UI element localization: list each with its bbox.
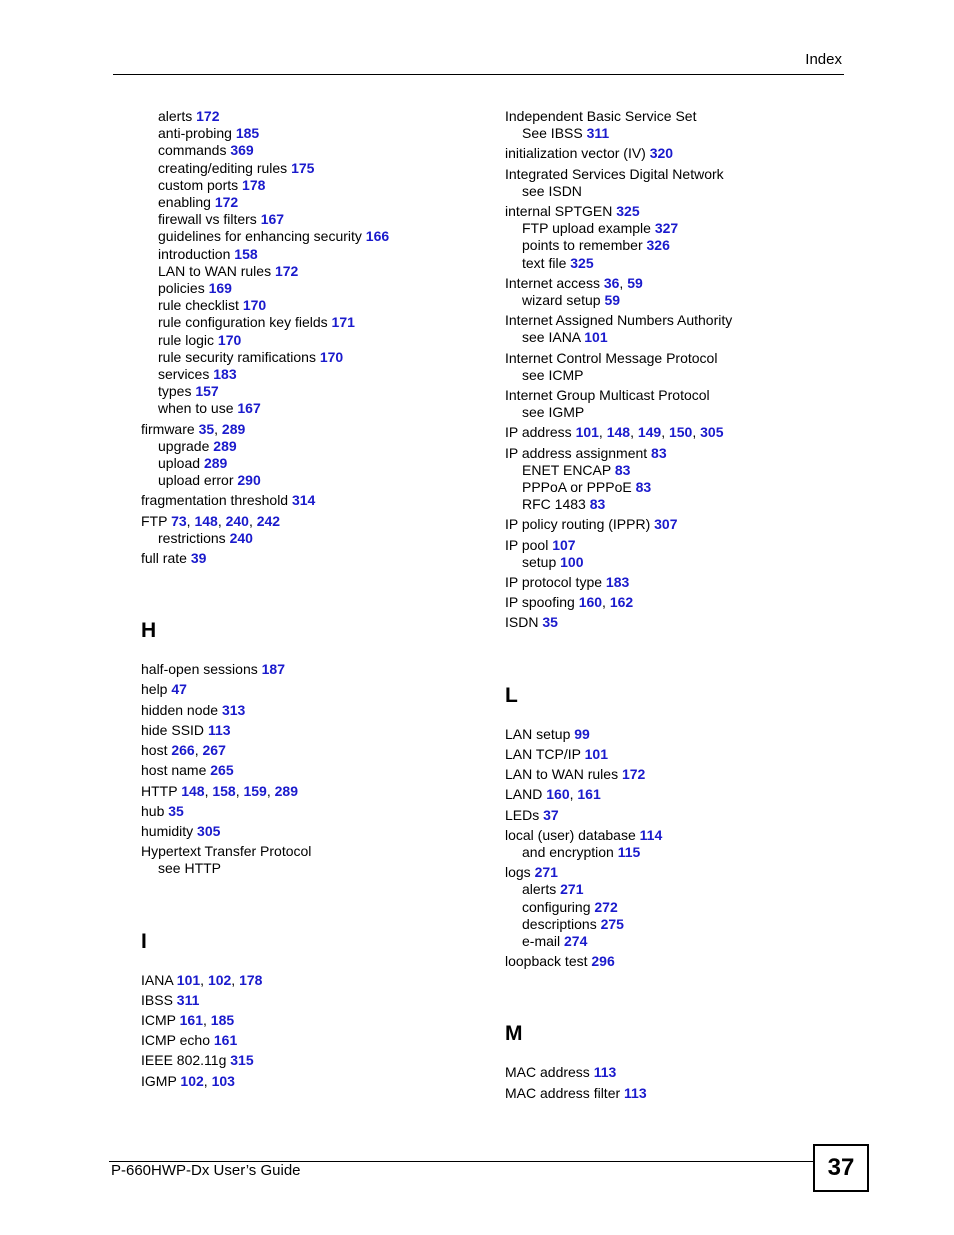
- index-term: introduction: [158, 245, 231, 262]
- index-term: firewall vs filters: [158, 211, 257, 228]
- index-entry: [141, 843, 471, 860]
- index-subentry: [505, 292, 845, 309]
- page-reference-link[interactable]: 305: [197, 822, 221, 839]
- index-term: ICMP echo: [141, 1032, 210, 1049]
- index-term: upload: [158, 455, 201, 472]
- page-reference-link[interactable]: 102: [207, 971, 232, 988]
- index-entry: [141, 702, 471, 719]
- index-subentry: [505, 462, 845, 479]
- index-term: Independent Basic Service Set: [505, 108, 697, 124]
- index-term: LAND: [505, 786, 543, 803]
- index-term: fragmentation threshold: [141, 492, 289, 509]
- index-entry: [141, 492, 471, 509]
- page-reference-link[interactable]: 169: [208, 280, 232, 297]
- page-reference-link[interactable]: 160: [578, 594, 603, 611]
- index-term: host: [141, 742, 168, 759]
- index-term: Hypertext Transfer Protocol: [141, 843, 312, 860]
- index-term: LEDs: [505, 806, 540, 823]
- index-term: alerts: [158, 108, 193, 124]
- index-term: HTTP: [141, 782, 178, 799]
- index-entry: IGMP 102, 103: [141, 1072, 235, 1089]
- index-term: commands: [158, 142, 227, 159]
- index-entry: [505, 516, 845, 533]
- page-reference-link[interactable]: 313: [221, 701, 246, 718]
- page-reference-link[interactable]: 47: [171, 681, 187, 698]
- index-term: logs: [505, 864, 531, 881]
- index-term: text file: [522, 254, 567, 271]
- page-reference-link[interactable]: 187: [261, 661, 285, 678]
- index-column-left: [141, 108, 471, 1090]
- index-entry: [505, 827, 845, 844]
- index-term: guidelines for enhancing security: [158, 228, 362, 245]
- page-reference-link[interactable]: 102: [180, 1072, 204, 1089]
- index-term: e-mail: [522, 932, 561, 949]
- index-term: half-open sessions: [141, 661, 258, 678]
- page-reference-link[interactable]: 183: [605, 574, 630, 591]
- index-term: internal SPTGEN: [505, 203, 613, 220]
- page-reference-link[interactable]: 266: [171, 742, 195, 759]
- index-entry: host 266, 267: [141, 742, 226, 759]
- index-entry: HTTP 148, 158, 159, 289: [141, 782, 298, 799]
- index-subentry: [141, 228, 471, 245]
- index-term: FTP upload example: [522, 220, 651, 237]
- index-term: ISDN: [505, 614, 539, 631]
- index-subentry: [505, 237, 845, 254]
- index-entry: IP spoofing 160, 162: [505, 594, 634, 611]
- page-reference-link[interactable]: 271: [534, 864, 558, 881]
- index-entry: IP address 101, 148, 149, 150, 305: [505, 424, 724, 441]
- index-subentry: [141, 860, 471, 877]
- index-term: IP address: [505, 424, 572, 441]
- page-reference-link[interactable]: 83: [651, 444, 667, 461]
- running-header: Index: [805, 51, 842, 68]
- page-reference-link[interactable]: 305: [700, 424, 724, 441]
- index-entry: [141, 823, 471, 840]
- index-term: initialization vector (IV): [505, 145, 646, 162]
- page-reference-link[interactable]: 113: [593, 1064, 617, 1081]
- index-term: descriptions: [522, 915, 597, 932]
- index-column-right: [505, 108, 845, 1102]
- index-entry: [141, 992, 471, 1009]
- index-term: upgrade: [158, 437, 210, 454]
- index-term: see IGMP: [522, 404, 585, 421]
- page-reference-link[interactable]: 185: [235, 125, 260, 142]
- index-term: Integrated Services Digital Network: [505, 165, 724, 182]
- index-term: host name: [141, 762, 207, 779]
- index-term: hide SSID: [141, 721, 205, 738]
- index-subentry: [505, 554, 845, 571]
- index-entry: firmware 35, 289: [141, 420, 246, 437]
- index-subentry: [141, 332, 471, 349]
- index-subentry: [505, 899, 845, 916]
- page-reference-link[interactable]: 73: [171, 512, 187, 529]
- index-subentry: [141, 211, 471, 228]
- index-entry: [141, 803, 471, 820]
- page-reference-link[interactable]: 289: [203, 455, 228, 472]
- index-subentry: [141, 383, 471, 400]
- index-term: policies: [158, 280, 205, 297]
- index-subentry: [141, 455, 471, 472]
- page-reference-link[interactable]: 170: [242, 297, 267, 314]
- index-subentry: [141, 194, 471, 211]
- page-reference-link[interactable]: 327: [654, 220, 679, 237]
- index-entry: [505, 726, 845, 743]
- page-reference-link[interactable]: 37: [543, 806, 559, 823]
- index-subentry: [141, 530, 471, 547]
- index-term: rule configuration key fields: [158, 314, 328, 331]
- index-entry: [505, 312, 845, 329]
- page-reference-link[interactable]: 172: [274, 262, 299, 279]
- page-reference-link[interactable]: 35: [168, 802, 184, 819]
- index-subentry: [505, 220, 845, 237]
- index-term: hub: [141, 802, 165, 819]
- index-subentry: [141, 297, 471, 314]
- index-term: help: [141, 681, 168, 698]
- page-reference-link[interactable]: 178: [239, 971, 263, 988]
- page-reference-link[interactable]: 101: [575, 424, 599, 441]
- page-reference-link[interactable]: 325: [616, 203, 640, 220]
- index-term: local (user) database: [505, 826, 636, 843]
- index-term: creating/editing rules: [158, 159, 288, 176]
- index-term: full rate: [141, 550, 187, 567]
- page-reference-link[interactable]: 101: [176, 971, 201, 988]
- index-subentry: [505, 329, 845, 346]
- index-subentry: [141, 366, 471, 383]
- index-entry: [505, 746, 845, 763]
- index-term: firmware: [141, 420, 195, 437]
- index-entry: [505, 387, 845, 404]
- index-term: FTP: [141, 512, 168, 529]
- index-term: IP pool: [505, 536, 549, 553]
- index-term: anti-probing: [158, 125, 232, 142]
- index-term: MAC address: [505, 1064, 590, 1081]
- page-reference-link[interactable]: 185: [210, 1011, 235, 1028]
- index-term: enabling: [158, 194, 211, 211]
- page-reference-link[interactable]: 240: [229, 529, 253, 546]
- index-subentry: [505, 881, 845, 898]
- page-reference-link[interactable]: 170: [319, 348, 344, 365]
- page-reference-link[interactable]: 59: [627, 274, 643, 291]
- index-subentry: [505, 479, 845, 496]
- index-letter-heading: I: [141, 929, 147, 953]
- index-term: IP protocol type: [505, 574, 603, 591]
- page-reference-link[interactable]: 35: [542, 614, 558, 631]
- index-term: wizard setup: [522, 292, 601, 309]
- page-reference-link[interactable]: 39: [190, 550, 207, 567]
- page-reference-link[interactable]: 162: [609, 594, 634, 611]
- index-term: MAC address filter: [505, 1084, 621, 1101]
- page-reference-link[interactable]: 113: [624, 1084, 647, 1101]
- index-entry: [505, 145, 845, 162]
- page-reference-link[interactable]: 36: [603, 274, 620, 291]
- index-entry: [505, 574, 845, 591]
- index-entry: [505, 166, 845, 183]
- page-reference-link[interactable]: 326: [646, 237, 670, 254]
- page-reference-link[interactable]: 175: [291, 159, 315, 176]
- page-reference-link[interactable]: 161: [577, 786, 601, 803]
- index-subentry: [141, 125, 471, 142]
- index-term: LAN TCP/IP: [505, 745, 581, 762]
- index-subentry: [505, 255, 845, 272]
- index-term: and encryption: [522, 843, 614, 860]
- index-entry: LAND 160, 161: [505, 786, 601, 803]
- page-reference-link[interactable]: 171: [331, 314, 355, 331]
- guide-title: P-660HWP-Dx User’s Guide: [111, 1162, 301, 1179]
- page-reference-link[interactable]: 161: [213, 1032, 238, 1049]
- index-subentry: [141, 108, 471, 125]
- page-reference-link[interactable]: 148: [194, 512, 218, 529]
- index-term: PPPoA or PPPoE: [522, 479, 632, 496]
- index-entry: Internet access 36, 59: [505, 274, 643, 291]
- index-term: Internet Control Message Protocol: [505, 349, 718, 366]
- page-reference-link[interactable]: 158: [234, 245, 258, 262]
- page-reference-link[interactable]: 275: [600, 915, 624, 932]
- index-subentry: [505, 496, 845, 513]
- index-term: see ICMP: [522, 366, 584, 383]
- index-entry: [141, 1032, 471, 1049]
- page-reference-link[interactable]: 149: [637, 424, 662, 441]
- index-term: IP address assignment: [505, 444, 648, 461]
- index-entry: [505, 445, 845, 462]
- index-subentry: [141, 314, 471, 331]
- index-entry: [505, 614, 845, 631]
- index-term: ICMP: [141, 1011, 176, 1028]
- index-term: See IBSS: [522, 125, 583, 142]
- page-reference-link[interactable]: 271: [560, 881, 584, 898]
- index-term: hidden node: [141, 701, 219, 718]
- index-term: Internet access: [505, 274, 600, 291]
- index-entry: [141, 762, 471, 779]
- index-entry: ICMP 161, 185: [141, 1011, 235, 1028]
- index-term: custom ports: [158, 176, 239, 193]
- index-entry: [505, 108, 845, 125]
- page-reference-link[interactable]: 289: [274, 782, 298, 799]
- index-entry: IANA 101, 102, 178: [141, 971, 263, 988]
- page-reference-link[interactable]: 311: [586, 125, 610, 142]
- page-reference-link[interactable]: 289: [221, 420, 246, 437]
- index-term: loopback test: [505, 953, 588, 970]
- index-term: LAN setup: [505, 725, 571, 742]
- page-reference-link[interactable]: 315: [230, 1052, 254, 1069]
- index-subentry: [141, 177, 471, 194]
- page-reference-link[interactable]: 267: [202, 742, 226, 759]
- index-entry: [141, 661, 471, 678]
- index-term: LAN to WAN rules: [158, 262, 272, 279]
- header-rule: [113, 74, 844, 75]
- index-subentry: [141, 349, 471, 366]
- page-reference-link[interactable]: 265: [210, 762, 234, 779]
- index-term: IBSS: [141, 991, 173, 1008]
- index-term: restrictions: [158, 529, 226, 546]
- page-reference-link[interactable]: 166: [365, 228, 390, 245]
- page-reference-link[interactable]: 325: [570, 254, 594, 271]
- page-reference-link[interactable]: 35: [198, 420, 215, 437]
- index-subentry: [505, 933, 845, 950]
- index-entry: [141, 681, 471, 698]
- index-entry: [505, 864, 845, 881]
- page-reference-link[interactable]: 83: [635, 479, 652, 496]
- page-reference-link[interactable]: 172: [621, 766, 646, 783]
- index-letter-heading: L: [505, 683, 518, 707]
- page-reference-link[interactable]: 148: [181, 782, 205, 799]
- index-entry: [141, 722, 471, 739]
- page-reference-link[interactable]: 296: [591, 953, 615, 970]
- index-subentry: [505, 183, 845, 200]
- index-entry: [505, 350, 845, 367]
- page-reference-link[interactable]: 274: [564, 932, 588, 949]
- index-entry: [141, 550, 471, 567]
- page-reference-link[interactable]: 240: [225, 512, 249, 529]
- index-term: see ISDN: [522, 182, 582, 199]
- page-reference-link[interactable]: 311: [176, 991, 200, 1008]
- page-number: 37: [813, 1144, 869, 1192]
- page-reference-link[interactable]: 107: [552, 536, 576, 553]
- index-subentry: [141, 438, 471, 455]
- page-reference-link[interactable]: 101: [584, 329, 608, 346]
- index-term: RFC 1483: [522, 496, 586, 513]
- index-term: rule checklist: [158, 297, 239, 314]
- index-entry: [505, 766, 845, 783]
- index-subentry: [141, 400, 471, 417]
- index-term: configuring: [522, 898, 591, 915]
- page-reference-link[interactable]: 158: [212, 782, 236, 799]
- page-reference-link[interactable]: 100: [560, 553, 584, 570]
- index-term: ENET ENCAP: [522, 461, 611, 478]
- index-entry: [141, 1052, 471, 1069]
- index-letter-heading: M: [505, 1022, 523, 1046]
- index-term: humidity: [141, 822, 194, 839]
- index-entry: [505, 537, 845, 554]
- index-term: setup: [522, 553, 557, 570]
- page-reference-link[interactable]: 115: [617, 843, 641, 860]
- page-reference-link[interactable]: 369: [230, 142, 254, 159]
- page-reference-link[interactable]: 172: [214, 194, 239, 211]
- index-term: Internet Group Multicast Protocol: [505, 387, 710, 404]
- index-subentry: [505, 404, 845, 421]
- index-term: IP spoofing: [505, 594, 575, 611]
- index-entry: [505, 1085, 845, 1102]
- index-term: Internet Assigned Numbers Authority: [505, 312, 733, 329]
- index-subentry: [141, 280, 471, 297]
- page-reference-link[interactable]: 148: [606, 424, 631, 441]
- index-subentry: [505, 916, 845, 933]
- index-subentry: [505, 844, 845, 861]
- page-reference-link[interactable]: 150: [668, 424, 693, 441]
- index-subentry: [141, 472, 471, 489]
- page-reference-link[interactable]: 320: [649, 145, 674, 162]
- page-reference-link[interactable]: 172: [196, 108, 220, 124]
- page-reference-link[interactable]: 183: [213, 366, 237, 383]
- index-term: points to remember: [522, 237, 643, 254]
- page-reference-link[interactable]: 157: [195, 383, 219, 400]
- index-entry: [505, 953, 845, 970]
- index-entry: [505, 1064, 845, 1081]
- page-reference-link[interactable]: 160: [546, 786, 570, 803]
- index-term: upload error: [158, 472, 234, 489]
- index-subentry: [141, 142, 471, 159]
- page-reference-link[interactable]: 83: [589, 496, 606, 513]
- page-reference-link[interactable]: 159: [243, 782, 267, 799]
- page-reference-link[interactable]: 59: [604, 292, 621, 309]
- index-term: see HTTP: [158, 860, 222, 877]
- index-subentry: [505, 125, 845, 142]
- index-term: services: [158, 366, 210, 383]
- page-reference-link[interactable]: 99: [574, 725, 590, 742]
- index-term: when to use: [158, 400, 234, 417]
- page-reference-link[interactable]: 178: [242, 176, 266, 193]
- page-reference-link[interactable]: 242: [256, 512, 281, 529]
- page-reference-link[interactable]: 103: [211, 1072, 235, 1089]
- page-reference-link[interactable]: 114: [639, 826, 663, 843]
- index-subentry: [505, 367, 845, 384]
- index-entry: [505, 203, 845, 220]
- index-term: rule security ramifications: [158, 348, 316, 365]
- page-reference-link[interactable]: 167: [237, 400, 261, 417]
- index-term: IP policy routing (IPPR): [505, 516, 651, 533]
- index-letter-heading: H: [141, 619, 157, 643]
- page-reference-link[interactable]: 290: [237, 472, 261, 489]
- index-subentry: [141, 160, 471, 177]
- page-reference-link[interactable]: 314: [291, 492, 316, 509]
- index-term: IEEE 802.11g: [141, 1052, 227, 1069]
- index-subentry: [141, 263, 471, 280]
- page-reference-link[interactable]: 167: [260, 211, 285, 228]
- index-term: IANA: [141, 971, 173, 988]
- index-term: alerts: [522, 881, 557, 898]
- index-term: rule logic: [158, 331, 215, 348]
- page-reference-link[interactable]: 101: [584, 745, 608, 762]
- index-term: see IANA: [522, 329, 581, 346]
- index-term: LAN to WAN rules: [505, 766, 619, 783]
- page-reference-link[interactable]: 272: [594, 898, 618, 915]
- page-reference-link[interactable]: 113: [207, 721, 231, 738]
- page-reference-link[interactable]: 83: [614, 461, 631, 478]
- index-subentry: [141, 246, 471, 263]
- page-reference-link[interactable]: 289: [213, 437, 237, 454]
- page-reference-link[interactable]: 307: [654, 516, 678, 533]
- page-reference-link[interactable]: 170: [217, 331, 242, 348]
- index-entry: [505, 807, 845, 824]
- index-term: IGMP: [141, 1072, 177, 1089]
- index-entry: FTP 73, 148, 240, 242: [141, 512, 281, 529]
- page-reference-link[interactable]: 161: [179, 1011, 203, 1028]
- index-term: types: [158, 383, 192, 400]
